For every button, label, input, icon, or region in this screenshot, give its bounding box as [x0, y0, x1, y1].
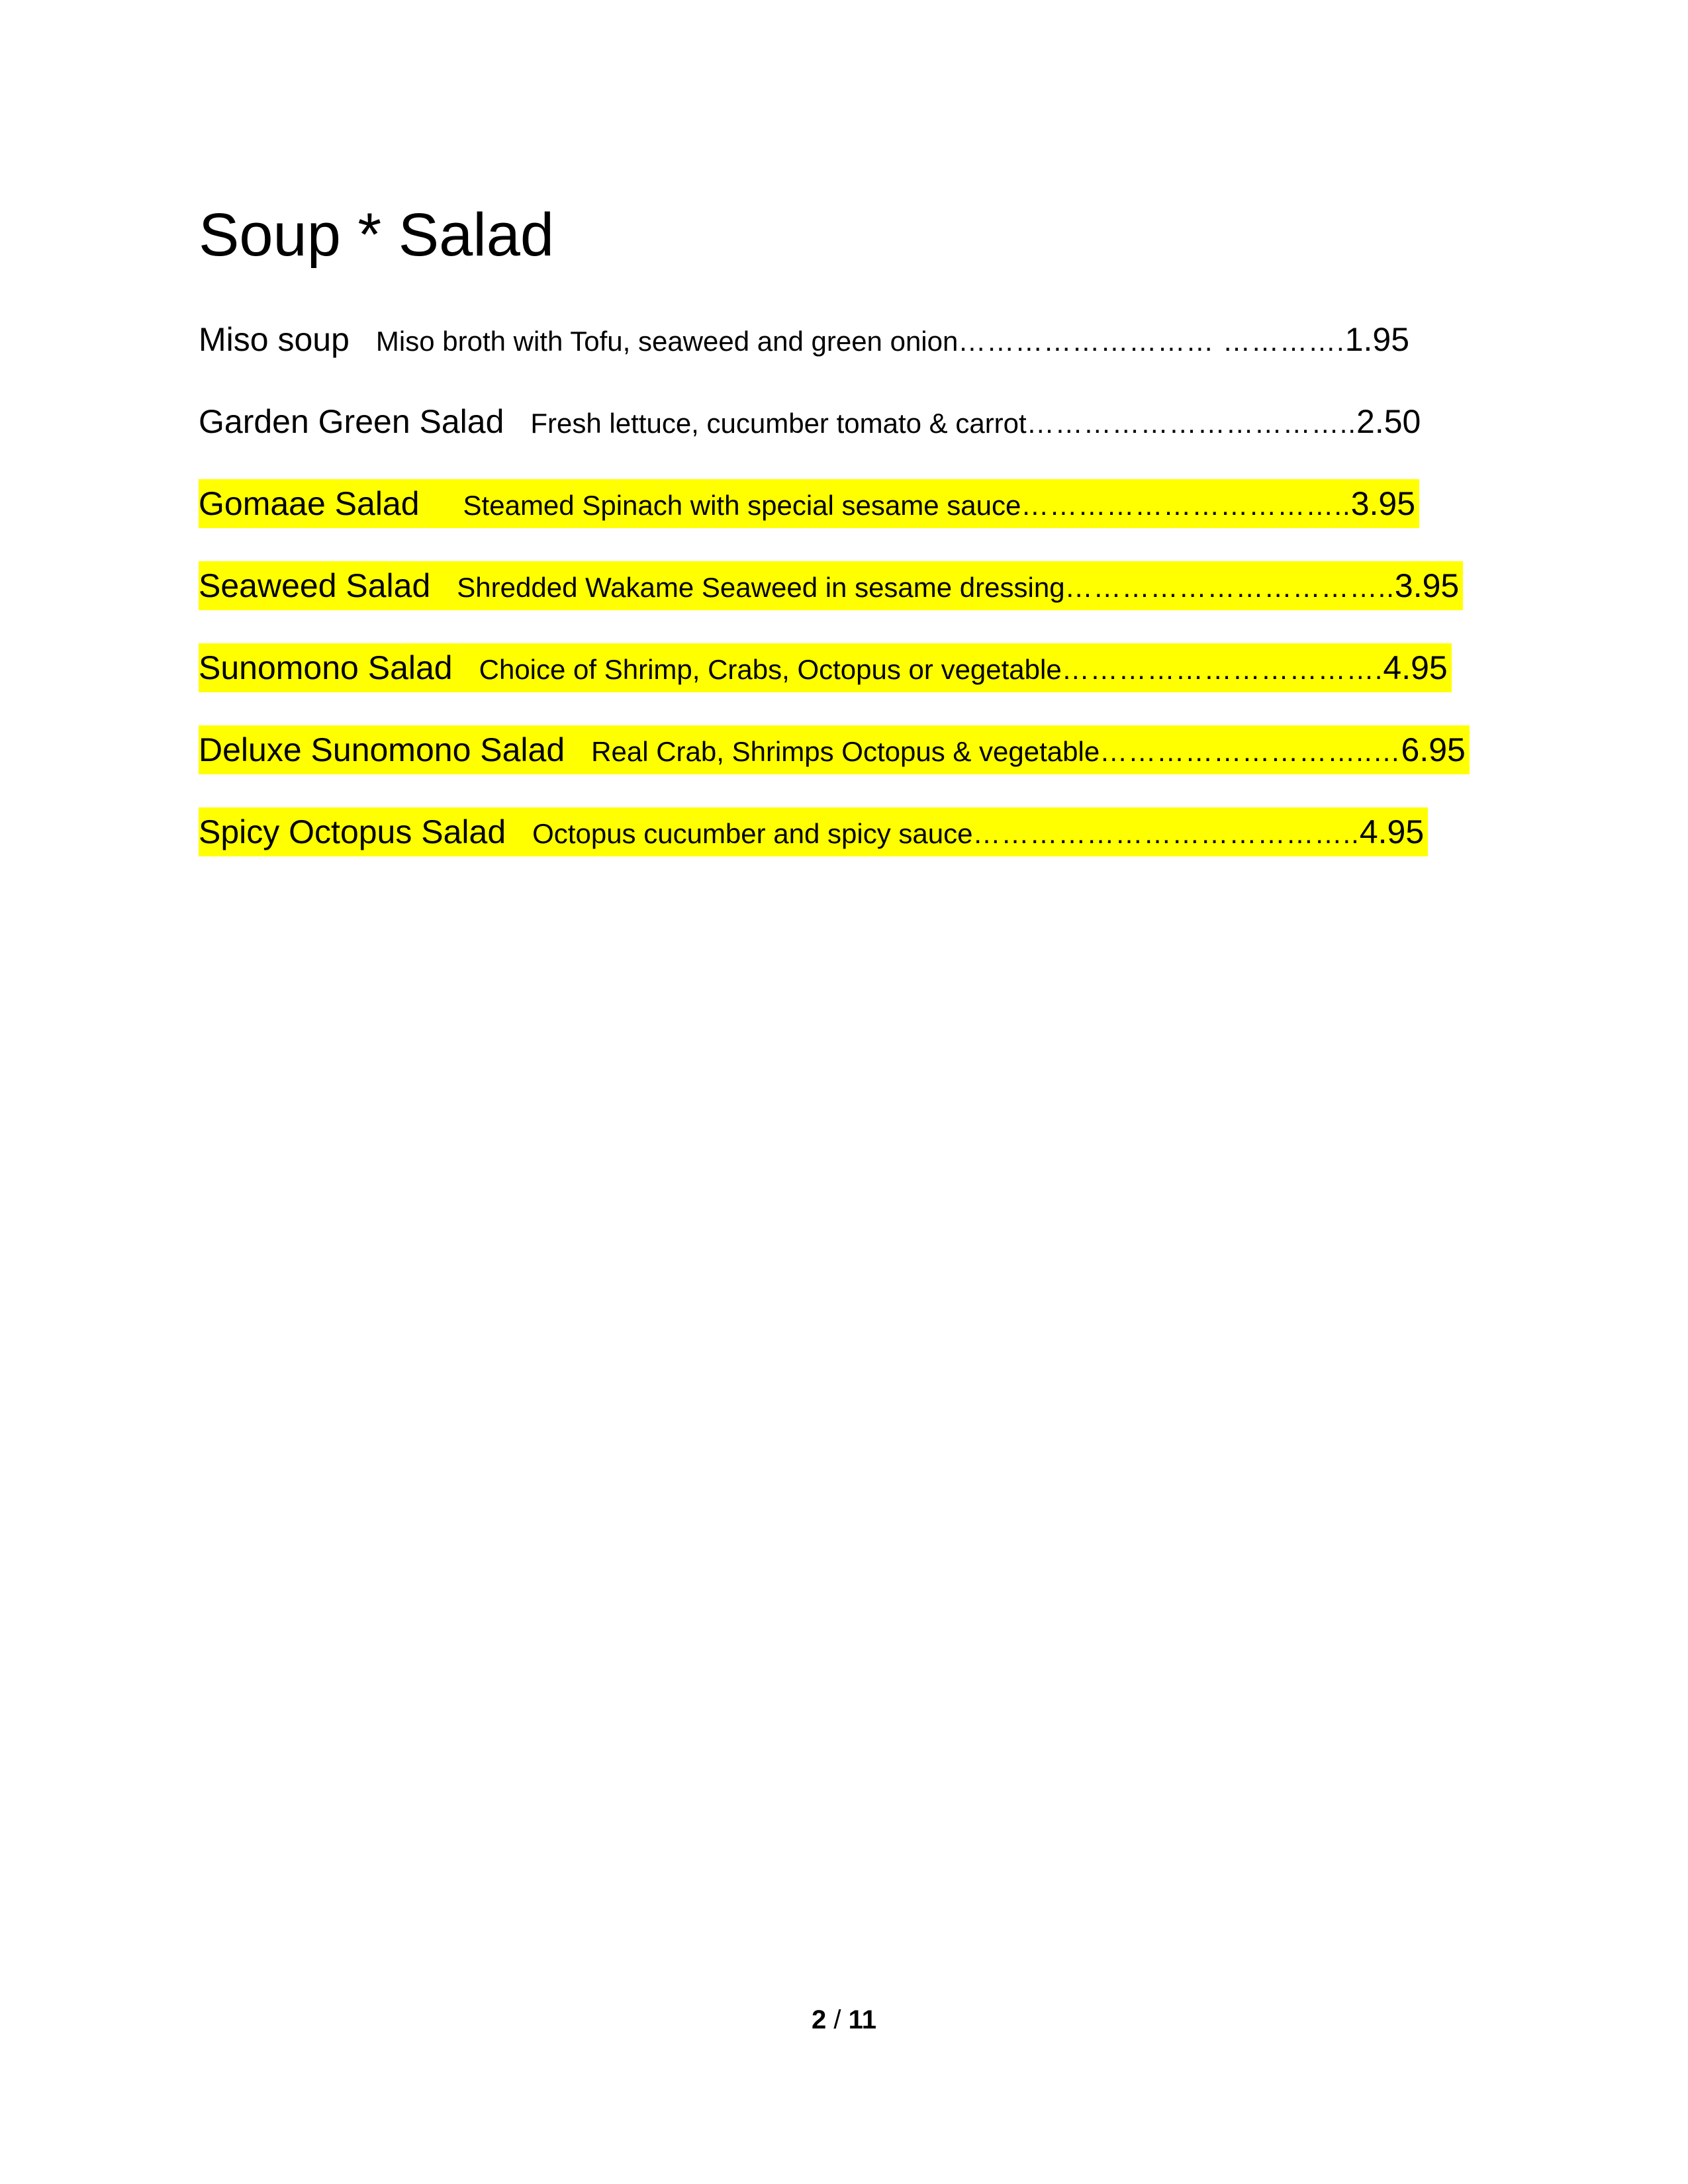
item-name: Garden Green Salad [199, 403, 504, 440]
dot-leader: ………………………………….. [972, 818, 1360, 849]
item-description: Fresh lettuce, cucumber tomato & carrot [530, 408, 1027, 439]
page-title: Soup * Salad [199, 201, 555, 269]
menu-item [199, 643, 1496, 725]
item-price: 3.95 [1350, 485, 1416, 522]
item-description: Shredded Wakame Seaweed in sesame dressing [457, 572, 1065, 603]
page-current: 2 [812, 2005, 827, 2034]
menu-item-line [199, 725, 1470, 774]
menu-item-line [199, 479, 1419, 528]
page-separator: / [833, 2005, 841, 2034]
menu-item [199, 807, 1496, 889]
menu-item [199, 397, 1496, 479]
item-name: Deluxe Sunomono Salad [199, 731, 565, 768]
menu-item-line [199, 397, 1425, 446]
item-price: 4.95 [1359, 813, 1425, 850]
menu-item [199, 315, 1496, 397]
item-price: 2.50 [1356, 403, 1421, 440]
item-name: Gomaae Salad [199, 485, 420, 522]
item-name: Sunomono Salad [199, 649, 453, 686]
page-total: 11 [848, 2005, 876, 2034]
item-price: 4.95 [1383, 649, 1448, 686]
dot-leader: …………………………….. [1064, 572, 1395, 603]
menu-item-line [199, 807, 1428, 856]
menu-item-line [199, 315, 1413, 364]
item-name: Miso soup [199, 321, 350, 358]
page-number [0, 2005, 1688, 2035]
dot-leader: …………………………….. [1026, 408, 1357, 439]
item-description: Choice of Shrimp, Crabs, Octopus or vegetable [479, 654, 1062, 685]
dot-leader: ……………………………. [1061, 654, 1383, 685]
item-price: 3.95 [1394, 567, 1460, 604]
item-price: 1.95 [1344, 321, 1410, 358]
dot-leader: ………………………..… [1100, 736, 1401, 767]
item-name: Seaweed Salad [199, 567, 431, 604]
menu-item-line [199, 561, 1463, 610]
dot-leader: …………………………….. [1021, 490, 1351, 521]
item-name: Spicy Octopus Salad [199, 813, 506, 850]
menu-list [199, 315, 1496, 889]
item-description: Octopus cucumber and spicy sauce [532, 818, 973, 849]
dot-leader: ……………………… …………. [958, 326, 1345, 357]
menu-item [199, 479, 1496, 561]
item-price: 6.95 [1401, 731, 1466, 768]
menu-item-line [199, 643, 1452, 692]
item-description: Steamed Spinach with special sesame sauce [463, 490, 1021, 521]
menu-item [199, 561, 1496, 643]
menu-item [199, 725, 1496, 807]
item-description: Miso broth with Tofu, seaweed and green onion [375, 326, 959, 357]
item-description: Real Crab, Shrimps Octopus & vegetable [591, 736, 1100, 767]
